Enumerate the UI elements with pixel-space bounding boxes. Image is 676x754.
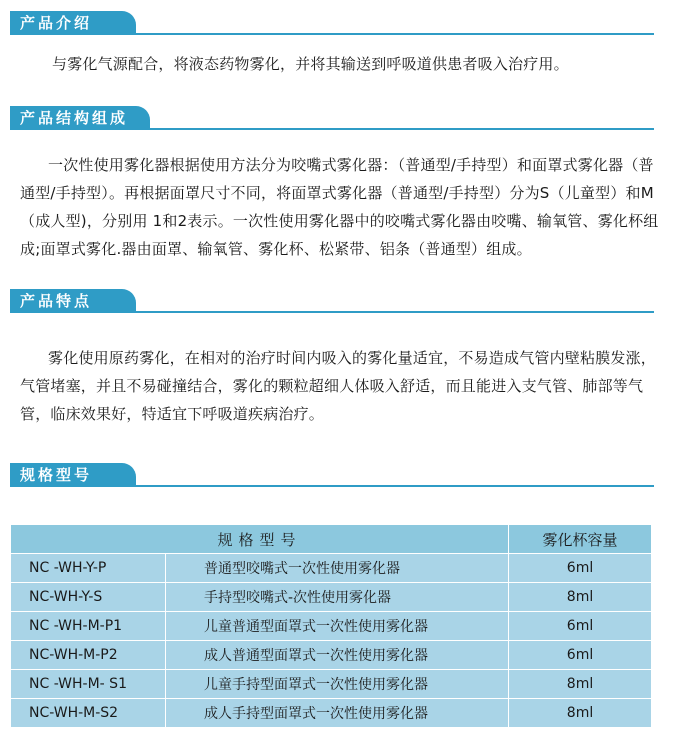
section-title-features: 产品特点	[10, 289, 136, 313]
section-header-structure	[10, 106, 654, 130]
section-header-features	[10, 289, 654, 313]
model-code: NC-WH-Y-S	[11, 583, 166, 612]
section-header-specs	[10, 463, 654, 487]
section-divider	[10, 485, 654, 487]
structure-text: 一次性使用雾化器根据使用方法分为咬嘴式雾化器：（普通型/手持型）和面罩式雾化器（普通型/手持型）。再根据面罩尺寸不同，将面罩式雾化器（普通型/手持型）分为S（儿童型）和M（成人型)，分别用 1和2表示。一次性使用雾化器中的咬嘴式雾化器由咬嘴、输氧管、雾化杯组成;面罩式雾化.器由面罩、输氧管、雾化杯、松紧带、铝条（普通型）组成。	[20, 156, 659, 258]
header-capacity: 雾化杯容量	[509, 525, 652, 554]
section-header-intro	[10, 11, 654, 35]
section-divider	[10, 311, 654, 313]
model-description: 成人手持型面罩式一次性使用雾化器	[166, 699, 509, 728]
model-code: NC -WH-M- S1	[11, 670, 166, 699]
model-description: 儿童普通型面罩式一次性使用雾化器	[166, 612, 509, 641]
section-divider	[10, 33, 654, 35]
table-row	[11, 554, 652, 583]
section-title-structure: 产品结构组成	[10, 106, 150, 130]
model-description: 成人普通型面罩式一次性使用雾化器	[166, 641, 509, 670]
model-description: 手持型咬嘴式-次性使用雾化器	[166, 583, 509, 612]
header-model: 规格型号	[11, 525, 509, 554]
cup-capacity: 6ml	[509, 554, 652, 583]
model-code: NC -WH-Y-P	[11, 554, 166, 583]
cup-capacity: 6ml	[509, 612, 652, 641]
section-title-intro: 产品介绍	[10, 11, 136, 35]
intro-text: 与雾化气源配合，将液态药物雾化，并将其输送到呼吸道供患者吸入治疗用。	[52, 55, 569, 73]
features-text: 雾化使用原药雾化，在相对的治疗时间内吸入的雾化量适宜，不易造成气管内壁粘膜发涨，气管堵塞，并且不易碰撞结合，雾化的颗粒超细人体吸入舒适，而且能进入支气管、肺部等气管，临床效果好，特适宜下呼吸道疾病治疗。	[20, 349, 657, 423]
model-code: NC-WH-M-P2	[11, 641, 166, 670]
model-code: NC-WH-M-S2	[11, 699, 166, 728]
section-divider	[10, 128, 654, 130]
cup-capacity: 6ml	[509, 641, 652, 670]
table-row	[11, 612, 652, 641]
section-title-specs: 规格型号	[10, 463, 136, 487]
table-row	[11, 670, 652, 699]
table-header-row	[11, 525, 652, 554]
table-row	[11, 699, 652, 728]
model-code: NC -WH-M-P1	[11, 612, 166, 641]
model-description: 普通型咬嘴式一次性使用雾化器	[166, 554, 509, 583]
cup-capacity: 8ml	[509, 583, 652, 612]
table-row	[11, 583, 652, 612]
spec-table	[10, 524, 652, 728]
table-row	[11, 641, 652, 670]
model-description: 儿童手持型面罩式一次性使用雾化器	[166, 670, 509, 699]
cup-capacity: 8ml	[509, 670, 652, 699]
cup-capacity: 8ml	[509, 699, 652, 728]
